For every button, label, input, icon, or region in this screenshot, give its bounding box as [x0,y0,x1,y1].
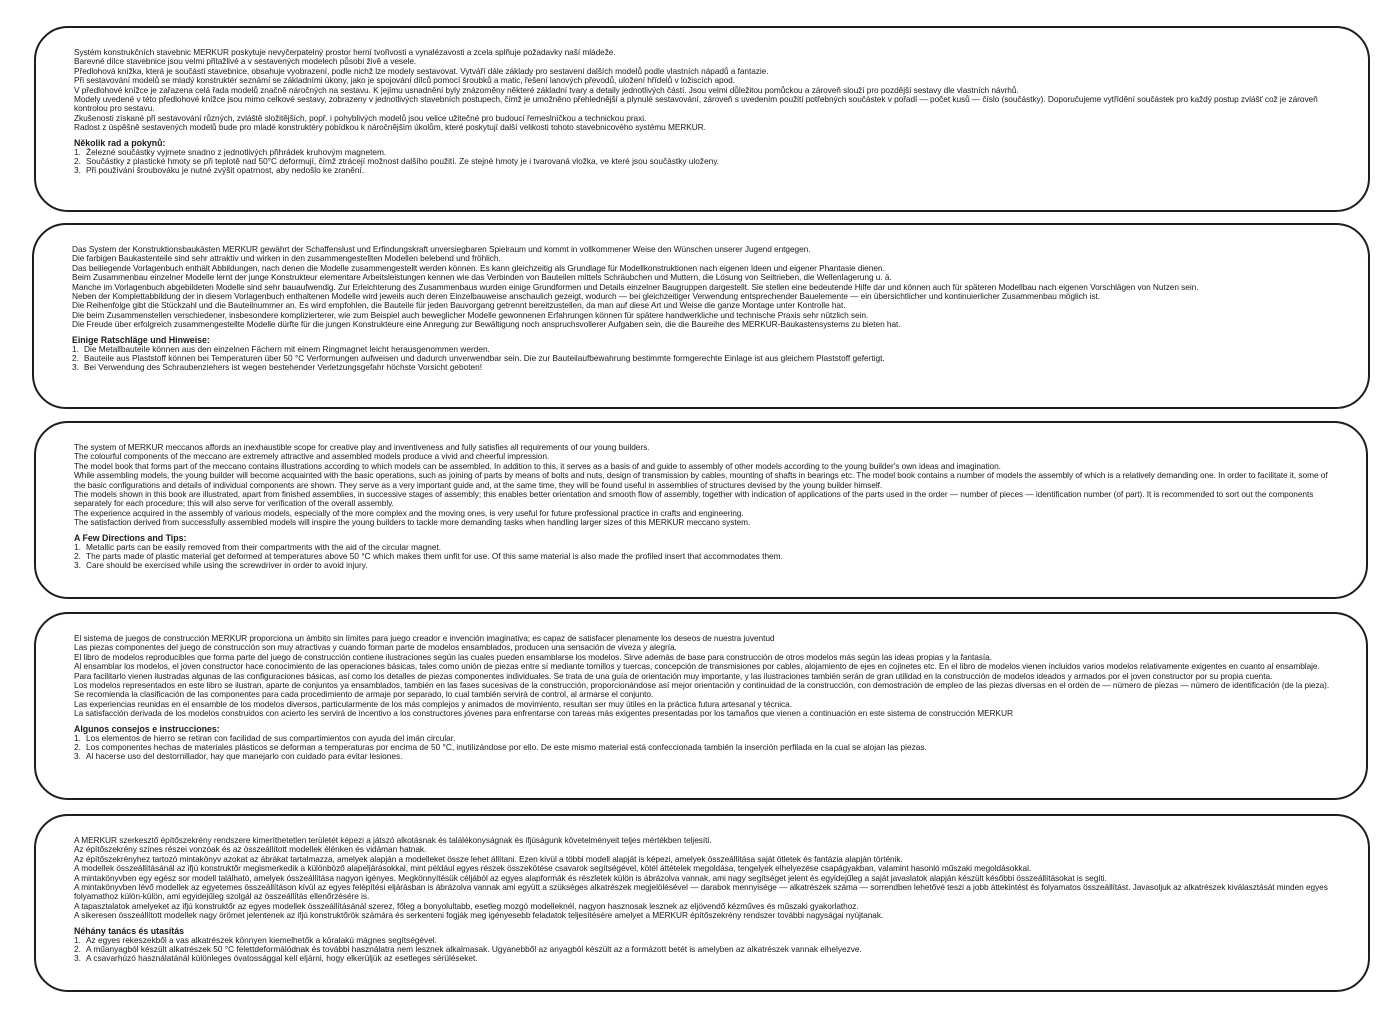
tip-item [74,166,1338,175]
tips-heading: Néhány tanács és utasítás [74,925,185,936]
text-line: Při sestavování modelů se mladý konstruktér seznámí se základními úkony, jako je spojování dílců pomocí šroubků a matic, řešení lanových převodů, uložení hřídelů v ložiscích apod. [74,75,735,86]
tip-text: Los componentes hechas de materiales plásticos se deforman a temperaturas por encima de 50 °C, inutilizándose por ello. De este mismo material está confeccionada también la inserción perfilada en la cual se alojan las piezas. [86,742,927,753]
text-line: Az építőszekrény színes részei vonzóak és az összeállított modellek élénken és vidáman hatnak. [74,844,427,855]
tips-heading: Einige Ratschläge und Hinweise: [72,334,210,345]
tip-text: The parts made of plastic material get deformed at temperatures above 50 °C which makes them unfit for use. Of this same material is also made the profiled insert that accommodates them. [86,551,783,562]
tip-number: 2. [74,944,81,955]
tip-text: Bauteile aus Plaststoff können bei Temperaturen über 50 °C Verformungen aufweisen und dadurch unverwendbar sein. Die zur Bauteilaufbewahrung bestimmte formgerechte Einlage ist aus gleichem Plaststoff gefertigt. [84,353,885,364]
tip-number: 3. [72,362,79,373]
text-line: The models shown in this book are illustrated, apart from finished assemblies, in successive stages of assembly; this enables better orientation and smooth flow of assembly, together with indication of applications of the parts used in the order — number of pieces — identification number (of part). It is recommended to sort out the components separately for each procedure; this will also serve for verification of the overall assembly. [74,489,1314,509]
tip-number: 3. [74,953,81,964]
text-line: V předlohové knížce je zařazena celá řada modelů značně náročných na sestavu. K jejímu usnadnění byly znázorněny některé základní tvary a detaily jednotlivých částí. Jsou velmi důležitou pomůckou a zároveň slouží pro pozdější sestavy dle vlastních návrhů. [74,84,1019,95]
tips-list [72,345,1338,373]
tip-text: Al hacerse uso del destornillador, hay que manejarlo con cuidado para evitar lesiones. [86,751,403,762]
intro-text [74,443,1336,528]
instructions-panel-german [32,223,1370,409]
text-line: The system of MERKUR meccanos affords an inexhaustible scope for creative play and inventiveness and fully satisfies all requirements of our young builders. [74,442,650,452]
text-line: Zkušenosti získané při sestavování různých, zvláště složitějších, popř. i pohyblivých modelů jsou velice užitečné pro budoucí řemeslníčkou a technickou praxi. [74,112,647,123]
instructions-panel-spanish [34,612,1368,800]
tip-text: Die Metallbauteile können aus den einzelnen Fächern mit einem Ringmagnet leicht herausgenommen werden. [84,343,490,354]
tip-number: 1. [74,146,81,157]
tips-heading: Několik rad a pokynů: [74,137,166,148]
text-line: Barevné dílce stavebnice jsou velmi přitažlivé a v sestavených modelech působí živě a vesele. [74,56,417,67]
text-line: The colourful components of the meccano are extremely attractive and assembled models produce a vivid and cheerful impression. [74,451,550,462]
tip-item [74,561,1336,570]
tips-heading: Algunos consejos e instrucciones: [74,723,220,734]
text-line: A sikeresen összeállított modellek nagy örömet jelentenek az ifjú konstruktőrök számára és serkenteni fogják meg igényesebb feladatok teljesítésére amelyet a MERKUR építőszekrény rendszer további nagyságai nyújtanak. [74,910,884,921]
text-line: La satisfacción derivada de los modelos construidos con acierto les servirá de incentivo a los constructores jóvenes para enfrentarse con tareas más exigentes presentadas por los tamaños que vienen a continuación en este sistema de construcción MERKUR [74,708,1013,719]
text-line: Az építőszekrényhez tartozó mintakönyv azokat az ábrákat tartalmazza, amelyek alapján a modelleket össze lehet állítani. Ezen kívül a többi modell alapját is képezi, amelyek összeállítása saját ötletek és fantázia alapján történik. [74,853,903,864]
text-line: Modely uvedené v této předlohové knížce jsou mimo celkové sestavy, zobrazeny v jednotlivých stavebních postupech, čímž je umožněno přehlednější a plynulé sestavování, zároveň s uvedením použití potřebných součástek v pořadí — počet kusů — číslo (součástky). Doporučujeme vytřídění součástek pro každý postup zvlášť což je zároveň kontrolou pro sestavu. [74,94,1318,114]
text-line: Předlohová knížka, která je součástí stavebnice, obsahuje vyobrazení, podle nichž lze modely sestavovat. Vytváří dále základy pro sestavení dalších modelů podle vlastních nápadů a fantazie. [74,65,769,76]
intro-text [74,634,1336,719]
text-line: Los modelos representados en este libro se ilustran, aparte de conjuntos ya ensamblados, también en las fases sucesivas de la construcción, proporcionándose así mejor orientación y continuidad de la construcción, con demostración de empleo de las piezas diversas en el orden de — número de piezas — número de identificación (de la pieza). Se recomienda la clasificación de las componentes para cada procedimiento de armaje por separado, lo cual también servirá de control, al armarse el conjunto. [74,680,1330,700]
text-line: Las piezas componentes del juego de construcción son muy atractivas y cuando forman parte de modelos ensamblados, producen una sensación de viveza y alegría. [74,642,677,653]
tip-item [74,752,1336,761]
text-line: Die Reihenfolge gibt die Stückzahl und die Bauteilnummer an. Es wird empfohlen, die Bauteile für jeden Bauvorgang getrennt bereitzustellen, da man auf diese Art und Weise die ganze Montage unter Kontrolle hat. [72,300,846,311]
tips-list [74,734,1336,762]
text-line: Manche im Vorlagenbuch abgebildeten Modelle sind sehr bauaufwendig. Zur Erleichterung des Zusammenbaus wurden einige Grundformen und Details einzelner Baugruppen dargestellt. Sie stellen eine bedeutende Hilfe dar und können auch für späteren Modellbau nach eigenen Vorschlägen von Nutzen sein. [72,281,1199,292]
text-line: A mintakönyvben egy egész sor modell található, amelyek összeállítása nagyon igényes. Megkönnyítésük céljából az egyes alapformák és részletek külön is ábrázolva vannak, ami nagy segítséget jelent és egyidejűleg a saját javaslatok alapján készült későbbi összeállításokat is segíti. [74,872,1107,883]
text-line: Systém konstrukčních stavebnic MERKUR poskytuje nevyčerpatelný prostor herní tvořivosti a vynalézavosti a zcela splňuje požadavky naší mládeže. [74,47,616,57]
text-line: El sistema de juegos de construcción MERKUR proporciona un ámbito sin límites para juego creador e invención imaginativa; es capaz de satisfacer plenamente los deseos de nuestra juventud [74,633,775,643]
tip-text: Bei Verwendung des Schraubenziehers ist wegen bestehender Verletzungsgefahr höchste Vorsicht geboten! [84,362,483,373]
tip-number: 2. [74,742,81,753]
tip-number: 2. [74,156,81,167]
tip-text: Los elementos de hierro se retiran con facilidad de sus compartimientos con ayuda del imán circular. [86,732,456,743]
text-line: Neben der Komplettabbildung der in diesem Vorlagenbuch enthaltenen Modelle wird jeweils auch deren Einzelbauweise anschaulich gezeigt, wodurch — bei gleichzeitiger Verwendung entsprechender Bauelemente — ein übersichtlicher und kontinuierlicher Zusammenbau möglich ist. [72,291,1100,302]
tip-text: A csavarhúzó használatánál különleges óvatossággal kell eljárni, hogy elkerüljük az esetleges sérüléseket. [86,953,478,964]
text-line: El libro de modelos reproducibles que forma parte del juego de construcción contiene ilustraciones según las cuales pueden ensamblarse los modelos. Sirve además de base para construcción de otros modelos más según las ideas propias y la fantasía. [74,651,992,662]
text-line: Beim Zusammenbau einzelner Modelle lernt der junge Konstrukteur elementare Arbeitsleistungen kennen wie das Verbinden von Bauteilen mittels Schräubchen und Muttern, die Lösung von Seiltrieben, die Wellenlagerung u. ä. [72,272,892,283]
tip-item [72,363,1338,372]
tip-number: 2. [74,551,81,562]
text-line: Al ensamblar los modelos, el joven constructor hace conocimiento de las operaciones básicas, tales como unión de piezas entre sí mediante tornillos y tuercas, concepción de transmisiones por cables, alojamiento de ejes en cojinetes etc. En el libro de modelos vienen incluidos varios modelos relativamente exigentes en cuanto al ensamblaje. Para facilitarlo vienen ilustradas algunas de las configuraciones básicas, así como los detalles de piezas componentes individuales. Se trata de una guía de orientación muy importante, y las ilustraciones también serán de gran utilidad en la construcción de modelos ideados y armados por el joven constructor por su propia cuenta. [74,661,1320,681]
tip-text: A műanyagból készült alkatrészek 50 °C felettdeformálódnak és további használatra nem lesznek alkalmasak. Ugyanebből az anyagból készült az a formázott betét is amelyben az alkatrészek vannak elhelyezve. [86,944,862,955]
text-line: Das beiliegende Vorlagenbuch enthält Abbildungen, nach denen die Modelle zusammengestellt werden können. Es kann gleichzeitig als Grundlage für Modellkonstruktionen nach eigenen Ideen und eigener Phantasie dienen. [72,262,885,273]
text-line: Las experiencias reunidas en el ensamble de los modelos diversos, particularmente de los más complejos y animados de movimiento, resultan ser muy útiles en la práctica futura artesanal y técnica. [74,698,792,709]
tip-number: 3. [74,751,81,762]
tips-list [74,936,1338,964]
tips-list [74,543,1336,571]
tip-item [74,954,1338,963]
text-line: Die Freude über erfolgreich zusammengestellte Modelle dürfte für die jungen Konstrukteure eine Anregung zur Bewältigung noch anspruchsvollerer Aufgaben sein, die die Baureihe des MERKUR-Baukastensystems zu bieten hat. [72,319,901,330]
text-line: A mintakönyvben lévő modellek az egyetemes összeállításon kívül az egyes felépítési eljárásban is ábrázolva vannak ami együtt a szükséges alkatrészek megjelölésével — darabok mennyisége — alkatrészek száma — sorrendben lehetővé teszi a jobb áttekintést és folyamatos összeállítást. Javasoljuk az alkatrészek kiválasztását minden egyes folyamathoz külön-külön, ami egyidejűleg szolgál az összeállítás ellenőrzésére is. [74,882,1328,902]
text-line: A modellek összeállításánál az ifjú konstruktőr megismerkedik a különböző alapeljárásokkal, mint például egyes részek összekötése csavarok segítségével, kötél áttételek megoldása, tengelyek elhelyezése csapágyakban, valamint hasonló műszaki megoldásokkal. [74,863,1032,874]
text-line: Die farbigen Baukastenteile sind sehr attraktiv und wirken in den zusammengestellten Modellen belebend und fröhlich. [72,253,501,264]
intro-text [74,48,1338,133]
tip-number: 1. [74,732,81,743]
tip-text: Železné součástky vyjmete snadno z jednotlivých přihrádek kruhovým magnetem. [86,146,387,157]
intro-text [74,836,1338,921]
tip-number: 2. [72,353,79,364]
instructions-panel-czech [34,26,1370,212]
tip-text: Care should be exercised while using the screwdriver in order to avoid injury. [86,560,368,571]
tip-number: 1. [72,343,79,354]
text-line: The experience acquired in the assembly of various models, especially of the more complex and the moving ones, is very useful for future professional practice in crafts and engineering. [74,507,744,518]
text-line: The satisfaction derived from successfully assembled models will inspire the young builders to tackle more demanding tasks when handling larger sizes of this MERKUR meccano system. [74,517,751,528]
text-line: While assembling models, the young builder will become acquainted with the basic operations, such as joining of parts by means of bolts and nuts, design of transmission by cables, mounting of shafts in bearings etc. The model book contains a number of models the assembly of which is a relatively demanding one. In order to facilitate it, some of the basic configurations and details of individual components are shown. They serve as a very important guide and, at the same time, they will be found useful in assemblies of structures devised by the young builder himself. [74,470,1328,490]
tip-text: Az egyes rekeszekből a vas alkatrészek könnyen kiemelhetők a köralakú mágnes segítségével. [86,934,437,945]
tips-list [74,148,1338,176]
intro-text [72,245,1338,330]
tip-number: 1. [74,934,81,945]
text-line: Die beim Zusammenstellen verschiedener, insbesondere komplizierterer, wie zum Beispiel auch beweglicher Modelle gewonnenen Erfahrungen können für spätere handwerkliche und technische Praxis sehr nützlich sein. [72,309,869,320]
tip-text: Při používání šroubováku je nutné zvýšit opatrnost, aby nedošlo ke zranění. [86,165,365,176]
text-line: Radost z úspěšně sestavených modelů bude pro mladé konstruktéry pobídkou k náročnějším úkolům, které poskytují další velikosti tohoto stavebnicového systému MERKUR. [74,122,706,133]
tip-text: Součástky z plastické hmoty se při teplotě nad 50°C deformují, čímž ztrácejí možnost dalšího použití. Ze stejné hmoty je i tvarovaná vložka, ve které jsou součástky uloženy. [86,156,720,167]
tips-heading: A Few Directions and Tips: [74,532,187,543]
text-line: A tapasztalatok amelyeket az ifjú konstruktőr az egyes modellek összeállításánál szerez, főleg a bonyolultabb, esetleg mozgó modelleknél, nagyon hasznosak lesznek az eljövendő kézműves és műszaki gyakorlathoz. [74,900,859,911]
text-line: A MERKUR szerkesztő építőszekrény rendszere kimeríthetetlen területét képezi a játszó alkotásnak és találékonyságnak és ifjúságunk követelményeit teljes mértékben teljesíti. [74,835,712,845]
tip-text: Metallic parts can be easily removed from their compartments with the aid of the circular magnet. [86,541,442,552]
text-line: The model book that forms part of the meccano contains illustrations according to which models can be assembled. In addition to this, it serves as a basis of and guide to assembly of other models according to the young builder's own ideas and imagination. [74,460,1001,471]
tip-number: 3. [74,560,81,571]
tip-number: 1. [74,541,81,552]
text-line: Das System der Konstruktionsbaukästen MERKUR gewährt der Schaffenslust und Erfindungskraft unversiegbaren Spielraum und kommt in vollkommener Weise den Wünschen unserer Jugend entgegen. [72,244,811,254]
instructions-panel-english [34,421,1368,599]
instructions-panel-hungarian [34,814,1370,992]
tip-number: 3. [74,165,81,176]
